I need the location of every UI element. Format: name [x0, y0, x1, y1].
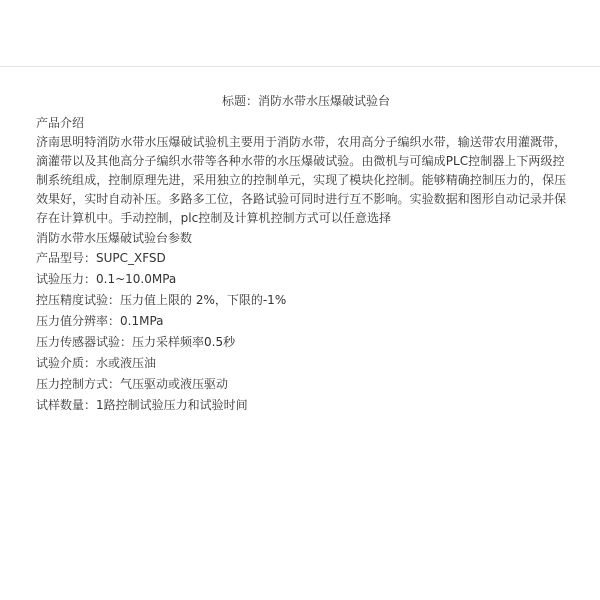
intro-paragraph: 济南思明特消防水带水压爆破试验机主要用于消防水带，农用高分子编织水带，输送带农用灌溉带，滴灌带以及其他高分子编织水带等各种水带的水压爆破试验。由微机与可编成PLC控制器上下两级控制系统组成，控制原理先进，采用独立的控制单元，实现了模块化控制。能够精确控制压力的，保压效果好，实时自动补压。多路多工位，各路试验可同时进行互不影响。实验数据和图形自动记录并保存在计算机中。手动控制，plc控制及计算机控制方式可以任意选择 [36, 135, 567, 225]
article-title: 标题：消防水带水压爆破试验台 [221, 94, 390, 108]
article-body [36, 91, 576, 416]
param-item-pressure-accuracy: 控压精度试验：压力值上限的 2%，下限的-1% [36, 293, 287, 307]
param-item-sample-count: 试样数量：1路控制试验压力和试验时间 [36, 398, 248, 412]
param-item-sensor-test: 压力传感器试验：压力采样频率0.5秒 [36, 335, 236, 349]
intro-heading: 产品介绍 [36, 116, 85, 130]
param-item-pressure-control: 压力控制方式：气压驱动或液压驱动 [36, 377, 229, 391]
header-divider [0, 66, 600, 67]
param-item-test-pressure: 试验压力：0.1~10.0MPa [36, 272, 177, 286]
params-heading: 消防水带水压爆破试验台参数 [36, 231, 193, 245]
param-item-test-medium: 试验介质：水或液压油 [36, 356, 157, 370]
param-item-pressure-resolution: 压力值分辨率：0.1MPa [36, 314, 164, 328]
param-item-model: 产品型号：SUPC_XFSD [36, 251, 166, 265]
param-list [36, 248, 576, 416]
